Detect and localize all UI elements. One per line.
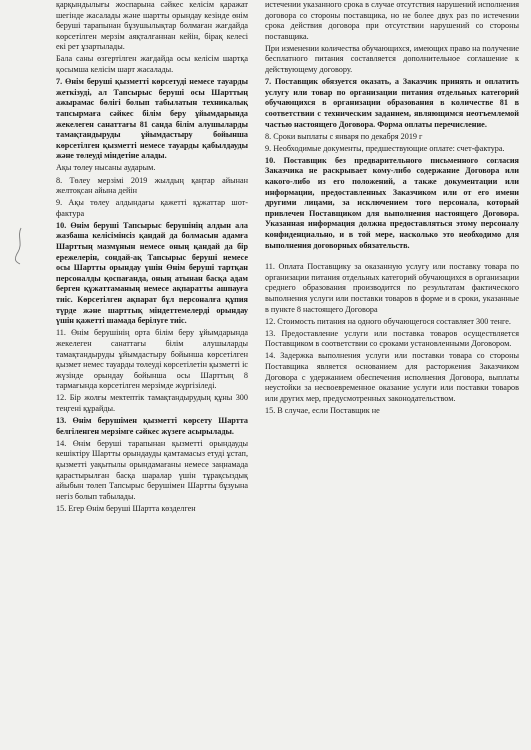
right-column-paragraph: 11. Оплата Поставщику за оказанную услугу или поставку товара по организации питания отдельных категорий обучающихся в организации среднего образования производится по результатам фактического выполнения услуги или поставки товаров в форме и в сроки, указанные в пункте 8 настоящего Договора bbox=[265, 262, 519, 314]
russian-column bbox=[260, 0, 531, 750]
left-column-paragraph: 12. Бір жолғы мектептік тамақтандырудың құны 300 теңгені құрайды. bbox=[56, 393, 248, 413]
right-column-paragraph: 13. Предоставление услуги или поставка товаров осуществляется Поставщиком в соответствии со сроками установленными Договором. bbox=[265, 328, 519, 349]
left-column-paragraph: 14. Өнім беруші тарапынан қызметті орындауды кешіктіру Шартты орындауды қамтамасыз етуді ұстап, қызметті уақытылы орындамағаны немесе заңнамада қарастырылған басқа шаралар үшін тұрақсыздық айыбын төлеп Тапсырыс берушімен Шартты бұзуына негіз болып табылады. bbox=[56, 438, 248, 501]
left-column-paragraph: 11. Өнім берушінің орта білім беру ұйымдарында жекелеген санаттағы білім алушыларды тамақтандыруды ұйымдастыру бойынша көрсетілген қызмет немес тауарды төлеуді көрсетілетін қызметті іс жүзінде орындау бойынша осы Шарттың 8 тармағында көрсетілген мерзімде жүргізіледі. bbox=[56, 328, 248, 391]
right-column-paragraph: 15. В случае, если Поставщик не bbox=[265, 405, 380, 415]
left-column-paragraph: 15. Егер Өнім беруші Шартта көзделген bbox=[56, 503, 196, 513]
right-column-paragraph: 8. Сроки выплаты с января по декабря 2019 г bbox=[265, 131, 423, 141]
right-column-paragraph: 9. Необходимые документы, предшествующие оплате: счет-фактура. bbox=[265, 143, 505, 153]
right-column-paragraph: При изменении количества обучающихся, имеющих право на получение бесплатного питания составляется дополнительное соглашение к действующему договору. bbox=[265, 43, 519, 75]
left-column-paragraph: Ақы төлеу нысаны аударым. bbox=[56, 163, 156, 173]
right-column-paragraph: 12. Стоимость питания на одного обучающегося составляет 300 тенге. bbox=[265, 316, 511, 326]
right-column-paragraph: истечении указанного срока в случае отсутствия нарушений исполнения договора со стороны поставщика, но не более двух раз по истечении срока действия договора при отсутствии нарушений со стороны поставщика. bbox=[265, 0, 519, 41]
left-column-paragraph: 10. Өнім беруші Тапсырыс берушінің алдын ала жазбаша келісімінсіз қандай да болмасын адамға Шарттың мазмұнын немесе оның қандай да бір ережелерін, сондай-ақ Тапсырыс беруші немесе осы Шартты орындау үшін Өнім беруші тартқан персоналды қоспағанда, оның атынан басқа адам берген құжаттаманың немесе ақпаратты ашпауға тиіс. Көрсетілген ақпарат бұл персоналға құпия түрде және шарттық міндеттемелерді орындау үшін қажетті шамада берілуге тиіс. bbox=[56, 220, 248, 326]
kazakh-column bbox=[0, 0, 260, 750]
left-column-paragraph: 7. Өнім беруші қызметті көрсетуді немесе тауарды жеткізуді, ал Тапсырыс беруші осы Шарттың ажырамас бөлігі болып табылатын техникалық тапсырмаға сәйкес білім беру ұйымдарында жекелеген санаттағы 81 санда білім алушыларды тамақтандыруды ұйымдастыру бойынша көрсетілген қызметті немесе тауарды қабылдауды және төлеуді міндетіне алады. bbox=[56, 77, 248, 161]
left-column-paragraph: Бала саны өзгертілген жағдайда осы келісім шартқа қосымша келісім шарт жасалады. bbox=[56, 54, 248, 75]
right-column-paragraph: 7. Поставщик обязуется оказать, а Заказчик принять и оплатить услугу или товар по организации питания отдельных категорий обучающихся в организации образования в количестве 81 в соответствии с техническим заданием, являющимся неотъемлемой частью настоящего Договора. Форма оплаты перечисление. bbox=[265, 77, 519, 129]
right-column-paragraph: 10. Поставщик без предварительного письменного согласия Заказчика не раскрывает кому-либо содержание Договора или какого-либо из его положений, а также документации или информации, предоставленных Заказчиком или от его имени другими лицами, за исключением того персонала, который привлечен Поставщиком для выполнения настоящего Договора. Указанная информация должна предоставляться этому персоналу конфиденциально, и в той мере, насколько это необходимо для выполнения договорных обязательств. bbox=[265, 155, 519, 250]
left-column-paragraph: қарқындылығы жоспарына сәйкес келісім қаражат шегінде жасалады және шартты орындау кезінде өнім беруші тарапынан бұзушылықтар болмаған жағдайда көрсетілген мерзім аяқталғаннан кейін, бірақ келесі екі рет ұзартылады. bbox=[56, 0, 248, 52]
right-column-paragraph: 14. Задержка выполнения услуги или поставки товара со стороны Поставщика является основанием для расторжения Заказчиком Договора с удержанием обеспечения исполнения Договора, выплаты неустойки за несвоевременное оказание услуги или поставки товаров или других мер, предусмотренных законодательством. bbox=[265, 351, 519, 403]
left-column-paragraph: 8. Төлеу мерзімі 2019 жылдың қаңтар айынан желтоқсан айына дейін bbox=[56, 175, 248, 196]
left-column-paragraph: 9. Ақы төлеу алдындағы қажетті құжаттар шот-фактура bbox=[56, 198, 248, 218]
left-column-paragraph: 13. Өнім берушімен қызметті көрсету Шартта белгіленген мерзімге сәйкес жүзеге асырылады. bbox=[56, 416, 248, 436]
